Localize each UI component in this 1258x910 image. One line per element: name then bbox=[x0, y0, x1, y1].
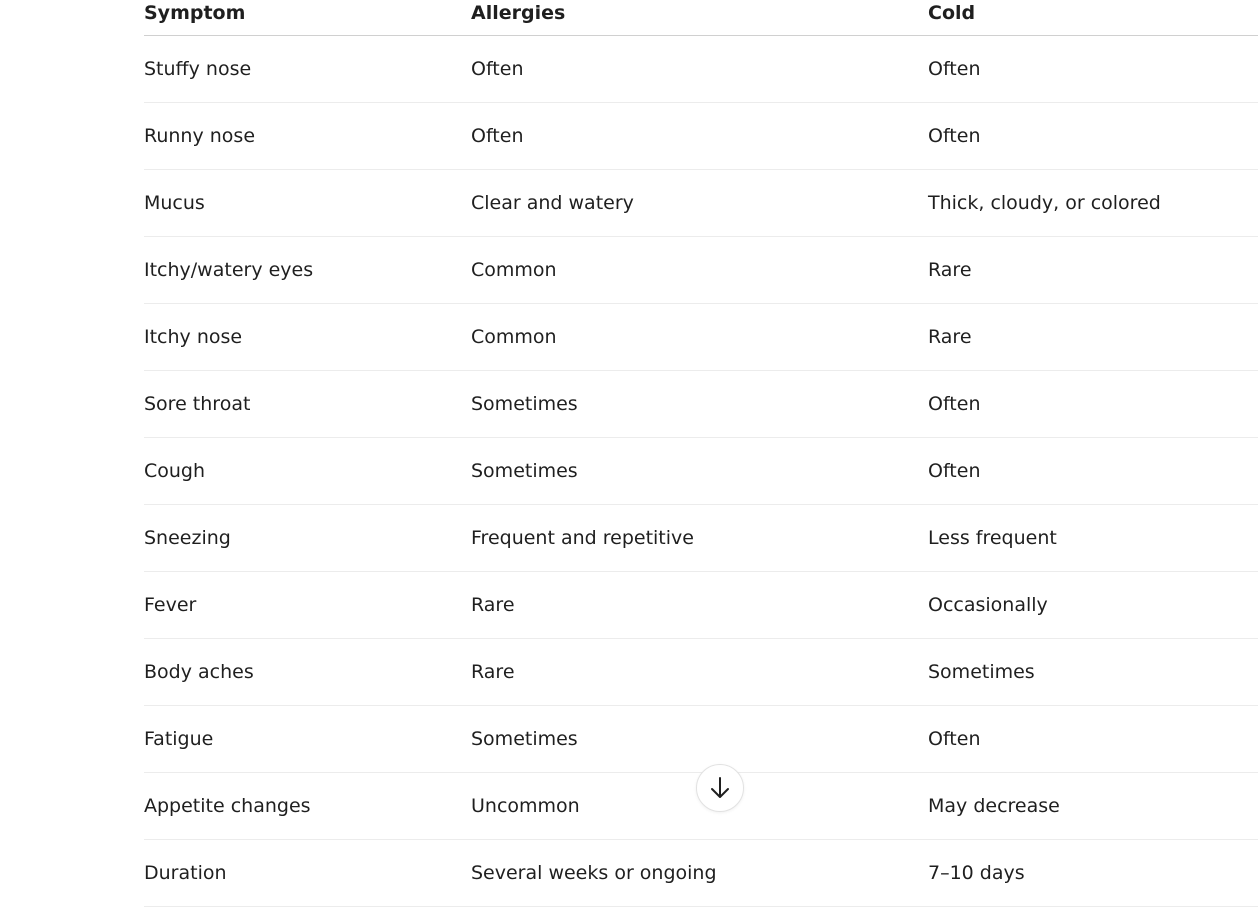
cell-allergies: Uncommon bbox=[471, 795, 580, 817]
scroll-down-button[interactable] bbox=[696, 764, 744, 812]
cell-symptom: Stuffy nose bbox=[144, 58, 252, 80]
cell-symptom: Appetite changes bbox=[144, 795, 311, 817]
cell-allergies: Often bbox=[471, 125, 524, 147]
cell-symptom: Sneezing bbox=[144, 527, 231, 549]
cell-cold: Sometimes bbox=[928, 661, 1035, 683]
cell-symptom: Itchy nose bbox=[144, 326, 243, 348]
table-row bbox=[144, 505, 1258, 572]
cell-cold: Often bbox=[928, 58, 981, 80]
cell-cold: Often bbox=[928, 460, 981, 482]
table-row bbox=[144, 706, 1258, 773]
cell-allergies: Common bbox=[471, 259, 557, 281]
table-header bbox=[144, 0, 1258, 36]
cell-allergies: Often bbox=[471, 58, 524, 80]
cell-symptom: Fever bbox=[144, 594, 197, 616]
header-allergies: Allergies bbox=[471, 2, 566, 24]
symptom-comparison-table bbox=[144, 0, 1258, 907]
cell-cold: Often bbox=[928, 393, 981, 415]
arrow-down-icon bbox=[709, 776, 731, 800]
cell-cold: Often bbox=[928, 125, 981, 147]
cell-cold: 7–10 days bbox=[928, 862, 1025, 884]
header-symptom: Symptom bbox=[144, 2, 246, 24]
cell-allergies: Sometimes bbox=[471, 393, 578, 415]
cell-cold: Thick, cloudy, or colored bbox=[928, 192, 1161, 214]
cell-symptom: Itchy/watery eyes bbox=[144, 259, 314, 281]
cell-cold: May decrease bbox=[928, 795, 1060, 817]
table-row bbox=[144, 639, 1258, 706]
table-row bbox=[144, 237, 1258, 304]
header-cold: Cold bbox=[928, 2, 976, 24]
cell-allergies: Clear and watery bbox=[471, 192, 634, 214]
cell-symptom: Fatigue bbox=[144, 728, 214, 750]
cell-allergies: Common bbox=[471, 326, 557, 348]
table-row bbox=[144, 304, 1258, 371]
cell-allergies: Sometimes bbox=[471, 460, 578, 482]
cell-allergies: Sometimes bbox=[471, 728, 578, 750]
cell-cold: Rare bbox=[928, 326, 972, 348]
table-row bbox=[144, 572, 1258, 639]
cell-cold: Less frequent bbox=[928, 527, 1057, 549]
cell-cold: Often bbox=[928, 728, 981, 750]
cell-symptom: Mucus bbox=[144, 192, 205, 214]
cell-symptom: Body aches bbox=[144, 661, 254, 683]
cell-allergies: Rare bbox=[471, 594, 515, 616]
cell-symptom: Cough bbox=[144, 460, 206, 482]
cell-symptom: Runny nose bbox=[144, 125, 256, 147]
table-row bbox=[144, 170, 1258, 237]
cell-allergies: Frequent and repetitive bbox=[471, 527, 694, 549]
cell-symptom: Sore throat bbox=[144, 393, 251, 415]
cell-allergies: Several weeks or ongoing bbox=[471, 862, 717, 884]
table-row bbox=[144, 103, 1258, 170]
cell-allergies: Rare bbox=[471, 661, 515, 683]
table-row bbox=[144, 438, 1258, 505]
cell-cold: Rare bbox=[928, 259, 972, 281]
table-row bbox=[144, 371, 1258, 438]
table-row bbox=[144, 36, 1258, 103]
cell-cold: Occasionally bbox=[928, 594, 1048, 616]
cell-symptom: Duration bbox=[144, 862, 227, 884]
table-row bbox=[144, 840, 1258, 907]
